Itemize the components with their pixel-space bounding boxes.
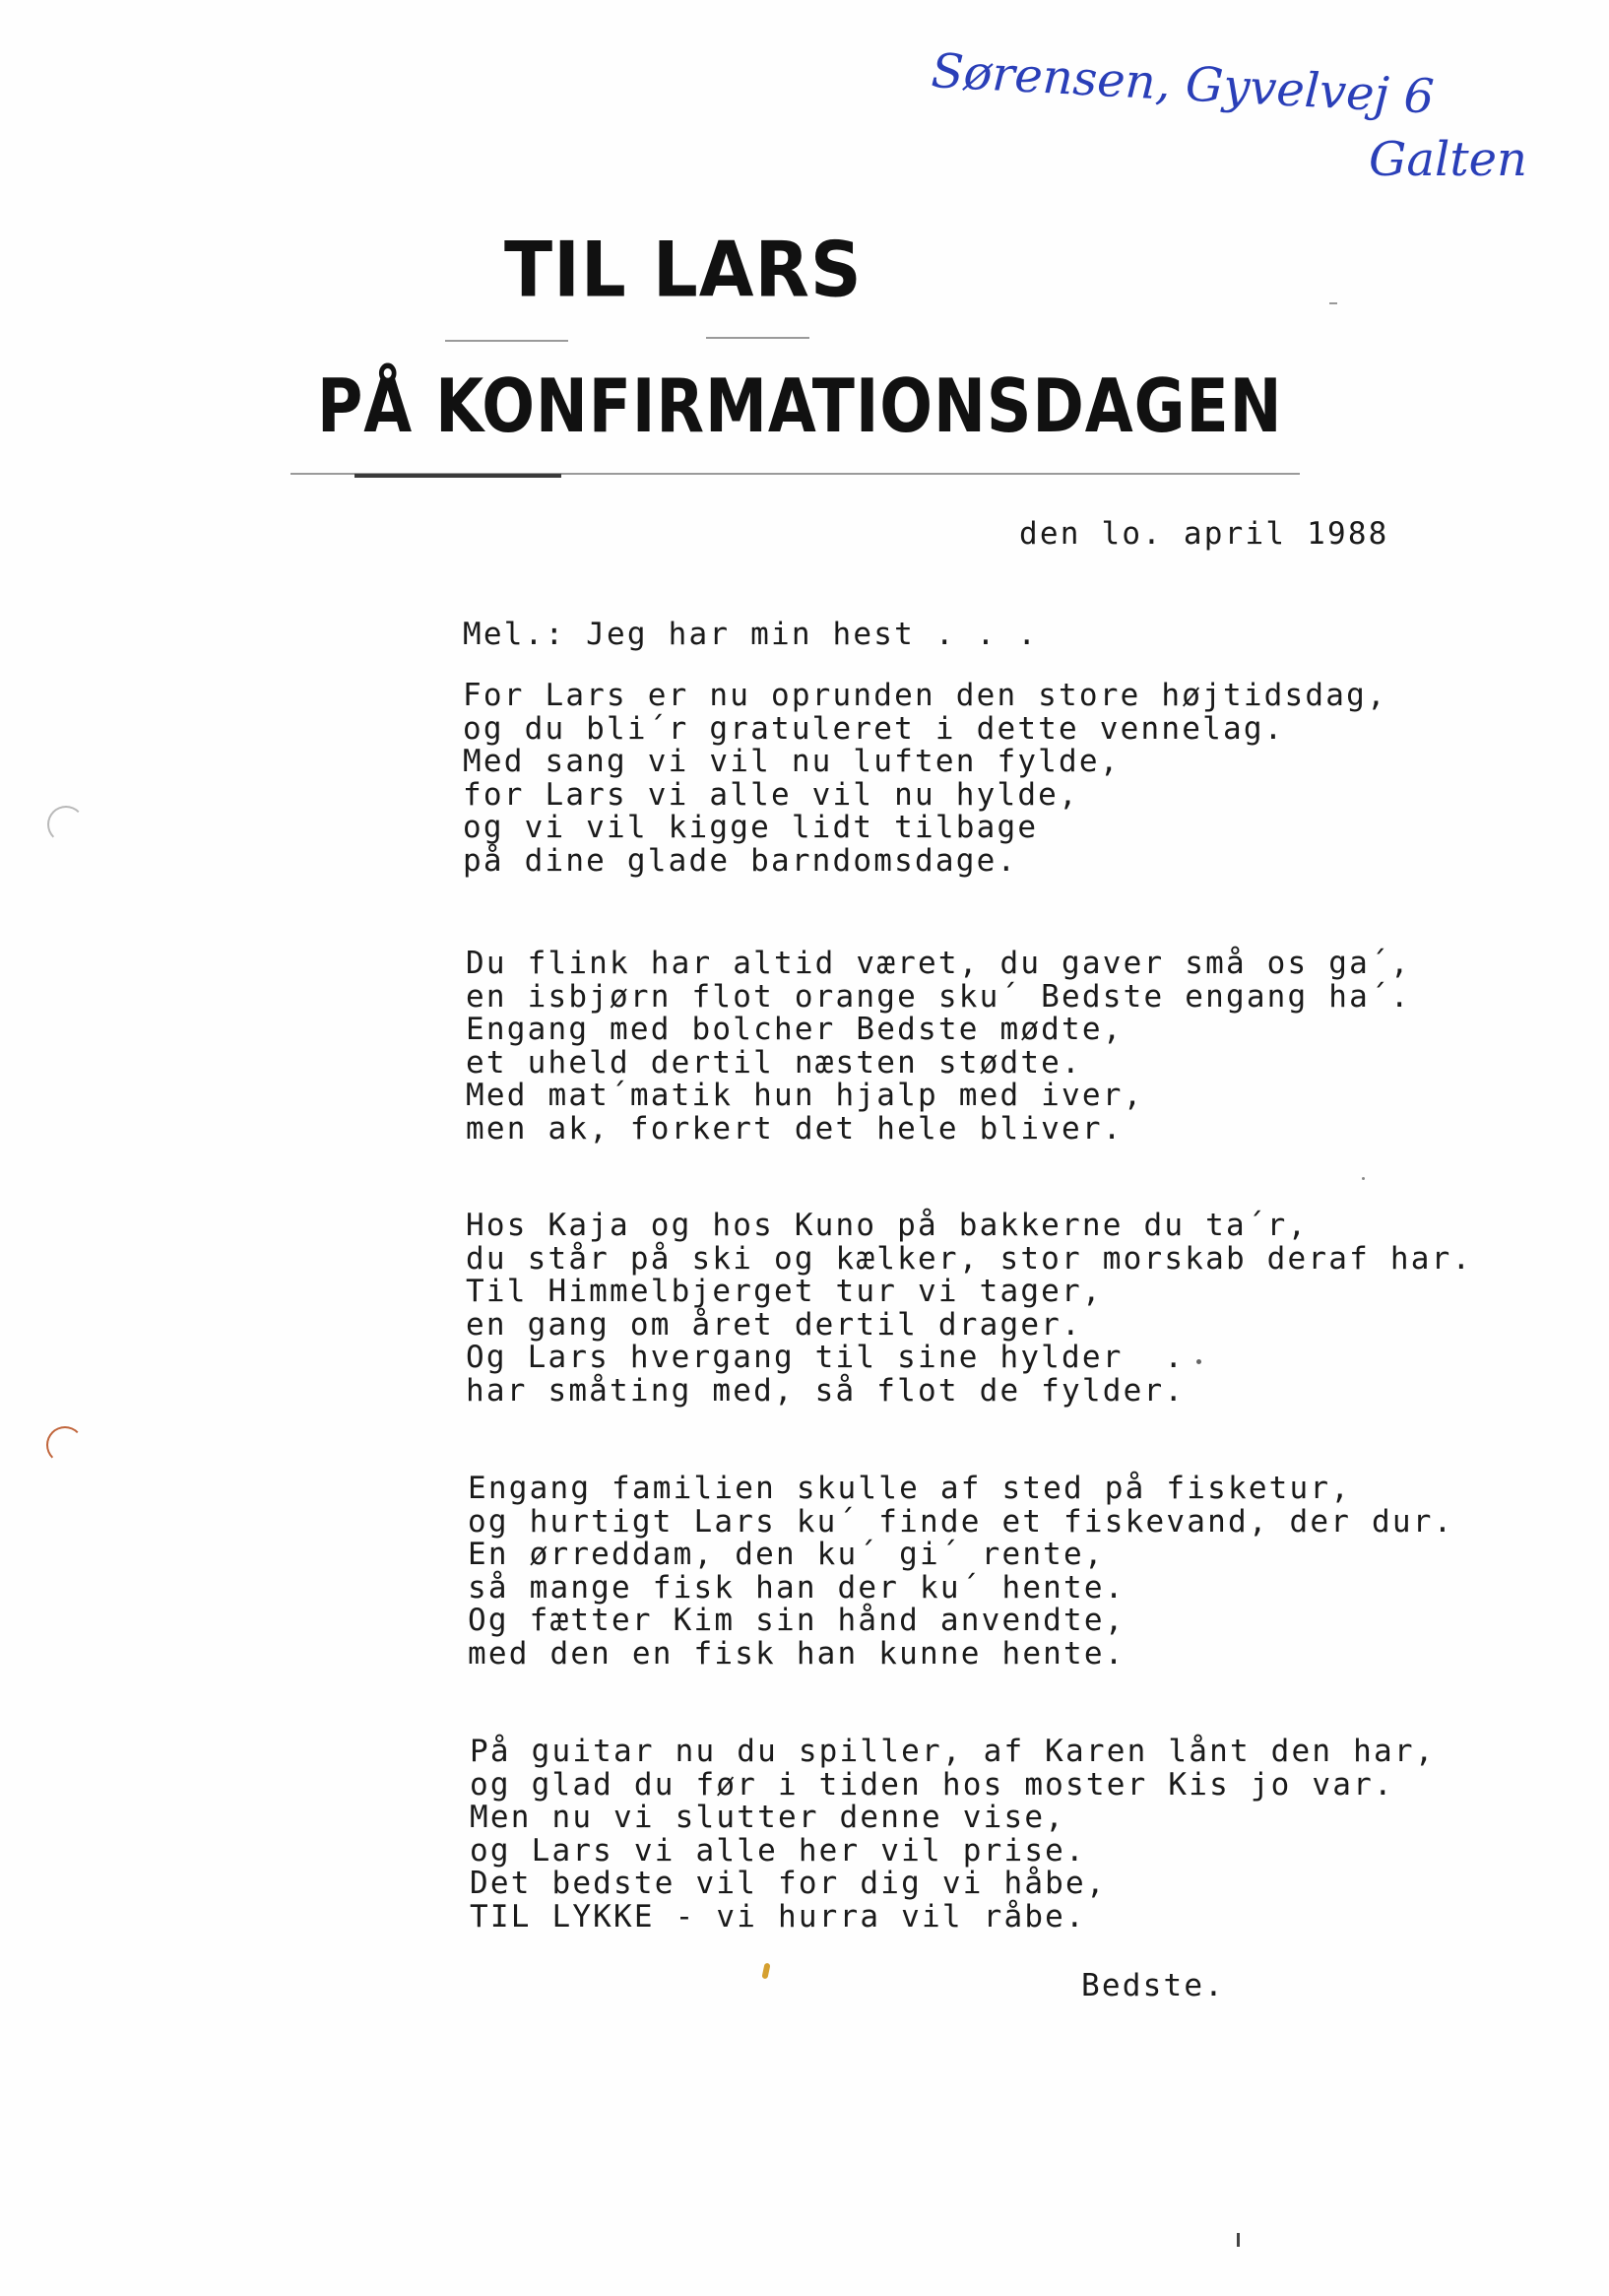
verse-line: Men nu vi slutter denne vise, [470,1800,1066,1835]
verse-line: har småting med, så flot de fylder. [466,1372,1186,1409]
stray-mark [1196,1359,1201,1364]
title-line-1: TIL LARS [504,225,863,314]
verse-line: for Lars vi alle vil nu hylde, [463,776,1079,813]
verse-line: og Lars vi alle her vil prise. [470,1832,1086,1869]
verse-line: en gang om året dertil drager. [466,1306,1082,1343]
handwritten-line-1: Sørensen, Gyvelvej 6 [930,43,1436,125]
verse-line: Med sang vi vil nu luften fylde, [463,744,1121,779]
verse-line: Og Lars hvergang til sine hylder . [466,1340,1186,1375]
verse-line: På guitar nu du spiller, af Karen lånt den har, [470,1734,1436,1769]
handwritten-address-note [911,30,1580,187]
melody-line: Mel.: Jeg har min hest . . . [463,617,1039,652]
verse-line: en isbjørn flot orange sku´ Bedste engang ha´. [466,978,1411,1015]
punch-hole-bottom [46,1426,84,1464]
verse-line: Engang med bolcher Bedste mødte, [466,1012,1124,1047]
handwritten-ink [911,30,1580,187]
verse-line: Du flink har altid været, du gaver små os ga´, [466,946,1411,981]
verse-line: TIL LYKKE - vi hurra vil råbe. [470,1898,1086,1935]
stray-mark [1362,1177,1365,1180]
verse-line: på dine glade barndomsdage. [463,842,1018,879]
verse-line: Med mat´matik hun hjalp med iver, [466,1078,1144,1113]
verse-4 [468,1473,1453,1671]
verse-line: du står på ski og kælker, stor morskab deraf har. [466,1240,1473,1277]
verse-line: så mange fisk han der ku´ hente. [468,1569,1126,1606]
title-underline-right [706,337,809,339]
verse-line: og vi vil kigge lidt tilbage [463,810,1039,845]
verse-line: og du bli´r gratuleret i dette vennelag. [463,710,1285,747]
signature: Bedste. [1081,1968,1226,2003]
verse-line: et uheld dertil næsten stødte. [466,1044,1082,1081]
verse-line: Og fætter Kim sin hånd anvendte, [468,1603,1126,1638]
verse-line: For Lars er nu oprunden den store højtidsdag, [463,678,1387,713]
heading-rule-accent [354,474,561,478]
verse-1 [463,680,1387,878]
handwritten-line-2: Galten [1369,132,1527,187]
verse-line: Hos Kaja og hos Kuno på bakkerne du ta´r, [466,1208,1309,1243]
verse-3 [466,1210,1472,1408]
stray-mark [1237,2233,1240,2247]
verse-line: Det bedste vil for dig vi håbe, [470,1866,1107,1901]
verse-5 [470,1736,1436,1934]
verse-line: Til Himmelbjerget tur vi tager, [466,1274,1103,1309]
verse-line: En ørreddam, den ku´ gi´ rente, [468,1537,1105,1572]
verse-line: og glad du før i tiden hos moster Kis jo var. [470,1766,1394,1803]
verse-line: men ak, forkert det hele bliver. [466,1110,1124,1147]
stray-mark [761,1963,770,1980]
title-line-2: PÅ KONFIRMATIONSDAGEN [317,364,1283,450]
punch-hole-top [47,806,85,843]
verse-2 [466,948,1411,1146]
date-line: den lo. april 1988 [1019,516,1389,552]
stray-mark [1329,302,1337,304]
verse-line: Engang familien skulle af sted på fisketur, [468,1471,1352,1506]
title-underline-left [445,340,568,342]
verse-line: og hurtigt Lars ku´ finde et fiskevand, der dur. [468,1503,1454,1540]
verse-line: med den en fisk han kunne hente. [468,1635,1126,1672]
